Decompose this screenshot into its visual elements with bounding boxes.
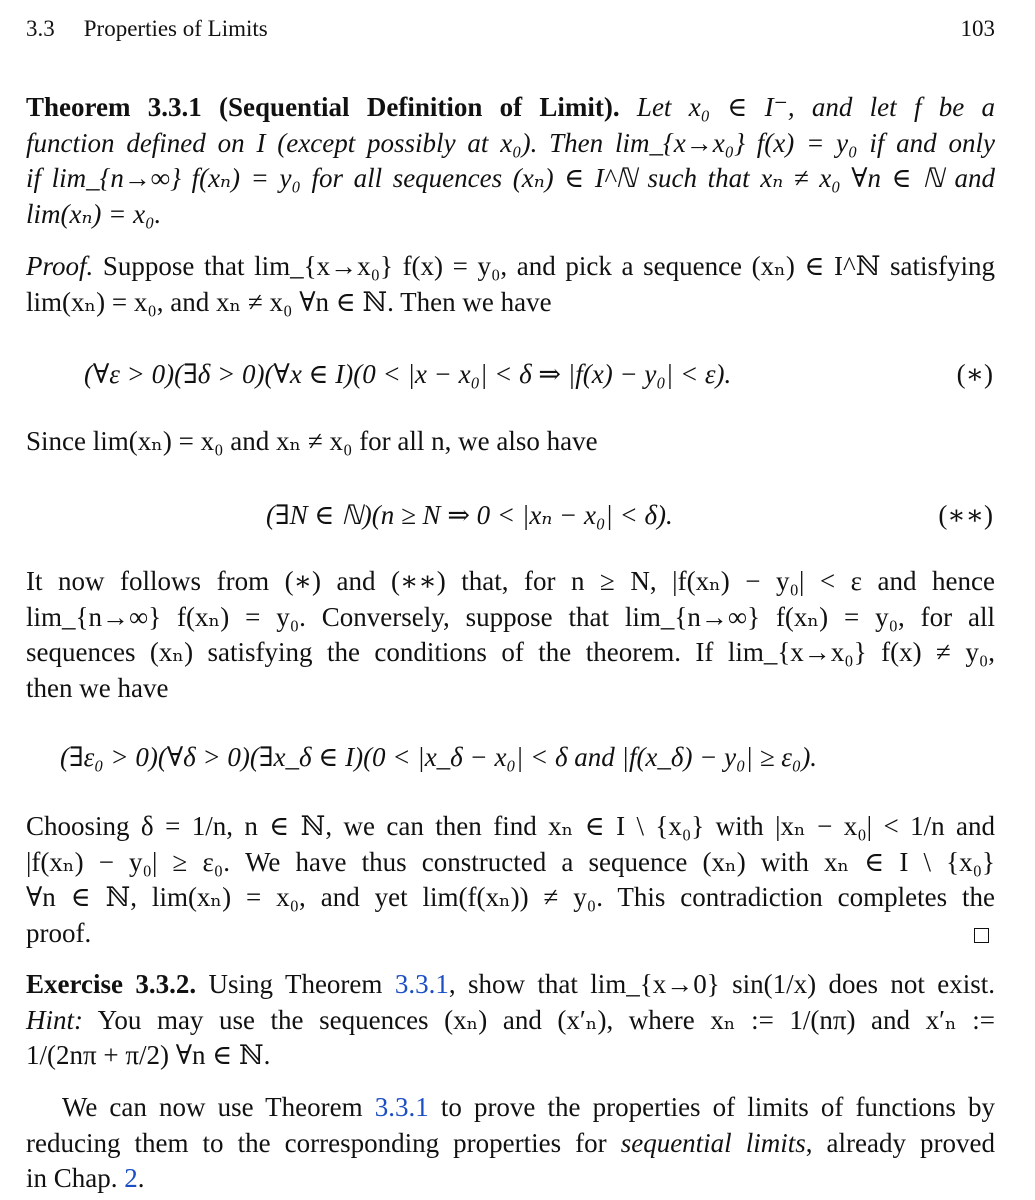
theorem-line: function defined on I (except possibly at x₀). Then lim_{x→x₀} f(x) = y₀ if and only xyxy=(26,127,995,158)
chapter-reference-link[interactable]: 2 xyxy=(124,1163,138,1193)
equation-formula: (∀ε > 0)(∃δ > 0)(∀x ∈ I)(0 < |x − x₀| < δ ⇒ |f(x) − y₀| < ε). xyxy=(84,359,732,389)
section-heading xyxy=(26,16,268,42)
proof-line: ∀n ∈ ℕ, lim(xₙ) = x₀, and yet lim(f(xₙ)) ≠ y₀. This contradiction completes the xyxy=(26,882,995,912)
closing-text: reducing them to the corresponding properties for xyxy=(26,1127,607,1158)
proof-line: It now follows from (∗) and (∗∗) that, for n ≥ N, |f(xₙ) − y₀| < ε and hence xyxy=(26,566,995,596)
proof-line: Since lim(xₙ) = x₀ and xₙ ≠ x₀ for all n, we also have xyxy=(26,426,598,456)
proof-line3 xyxy=(26,424,995,460)
page-number: 103 xyxy=(960,16,995,41)
theorem-reference-link[interactable]: 3.3.1 xyxy=(394,969,449,999)
equation-negation xyxy=(26,737,995,777)
proof-line: lim_{n→∞} f(xₙ) = y₀. Conversely, suppose that lim_{n→∞} f(xₙ) = y₀, for all xyxy=(26,601,995,632)
proof-line: then we have xyxy=(26,672,169,703)
proof-line: Choosing δ = 1/n, n ∈ ℕ, we can then find xₙ ∈ I \ {x₀} with |xₙ − x₀| < 1/n and xyxy=(26,811,995,841)
exercise-block xyxy=(26,967,995,1074)
equation-double-star xyxy=(26,495,995,535)
section-number: 3.3 xyxy=(26,16,55,41)
theorem-heading: Theorem 3.3.1 (Sequential Definition of Limit). xyxy=(26,92,620,122)
equation-tag: (∗∗) xyxy=(938,500,993,530)
exercise-text: Using Theorem xyxy=(208,969,383,999)
closing-paragraph xyxy=(26,1090,995,1197)
proof-line: |f(xₙ) − y₀| ≥ ε₀. We have thus constructed a sequence (xₙ) with xₙ ∈ I \ {x₀} xyxy=(26,846,995,877)
closing-text: in Chap. xyxy=(26,1163,118,1193)
theorem-line: if lim_{n→∞} f(xₙ) = y₀ for all sequences (xₙ) ∈ I^ℕ such that xₙ ≠ x₀ ∀n ∈ ℕ and xyxy=(26,163,995,193)
proof-line: lim(xₙ) = x₀, and xₙ ≠ x₀ ∀n ∈ ℕ. Then we have xyxy=(26,286,552,317)
closing-text: to prove the properties of limits of functions by xyxy=(440,1092,996,1122)
hint-line: 1/(2nπ + π/2) ∀n ∈ ℕ. xyxy=(26,1040,271,1070)
exercise-heading: Exercise 3.3.2. xyxy=(26,969,197,999)
theorem-reference-link[interactable]: 3.3.1 xyxy=(374,1092,429,1122)
proof-line: sequences (xₙ) satisfying the conditions of the theorem. If lim_{x→x₀} f(x) ≠ y₀, xyxy=(26,637,995,667)
exercise-text: , show that lim_{x→0} sin(1/x) does not exist. xyxy=(448,969,996,999)
hint-label: Hint: xyxy=(26,1004,83,1035)
qed-square-icon xyxy=(974,928,989,943)
proof-label: Proof. xyxy=(26,251,94,281)
equation-formula: (∃ε₀ > 0)(∀δ > 0)(∃x_δ ∈ I)(0 < |x_δ − x₀| < δ and |f(x_δ) − y₀| ≥ ε₀). xyxy=(60,742,818,772)
closing-text: . xyxy=(137,1163,145,1193)
closing-text: , already proved xyxy=(805,1127,996,1158)
hint-line: You may use the sequences (xₙ) and (x′ₙ), where xₙ := 1/(nπ) and x′ₙ := xyxy=(97,1004,995,1035)
proof-paragraph-3 xyxy=(26,809,995,951)
proof-line: proof. xyxy=(26,917,92,948)
section-title: Properties of Limits xyxy=(83,16,268,41)
closing-emphasis: sequential limits xyxy=(620,1127,806,1158)
theorem-block xyxy=(26,90,995,232)
equation-formula: (∃N ∈ ℕ)(n ≥ N ⇒ 0 < |xₙ − x₀| < δ). xyxy=(266,500,673,530)
theorem-line: Let x₀ ∈ I⁻, and let f be a xyxy=(636,92,995,122)
closing-text: We can now use Theorem xyxy=(62,1092,363,1122)
equation-tag: (∗) xyxy=(956,359,993,389)
running-header xyxy=(26,16,995,42)
proof-intro xyxy=(26,249,995,320)
equation-star xyxy=(26,354,995,394)
proof-paragraph-2 xyxy=(26,564,995,706)
proof-line: Suppose that lim_{x→x₀} f(x) = y₀, and pick a sequence (xₙ) ∈ I^ℕ satisfying xyxy=(102,251,996,281)
theorem-line: lim(xₙ) = x₀. xyxy=(26,198,162,229)
